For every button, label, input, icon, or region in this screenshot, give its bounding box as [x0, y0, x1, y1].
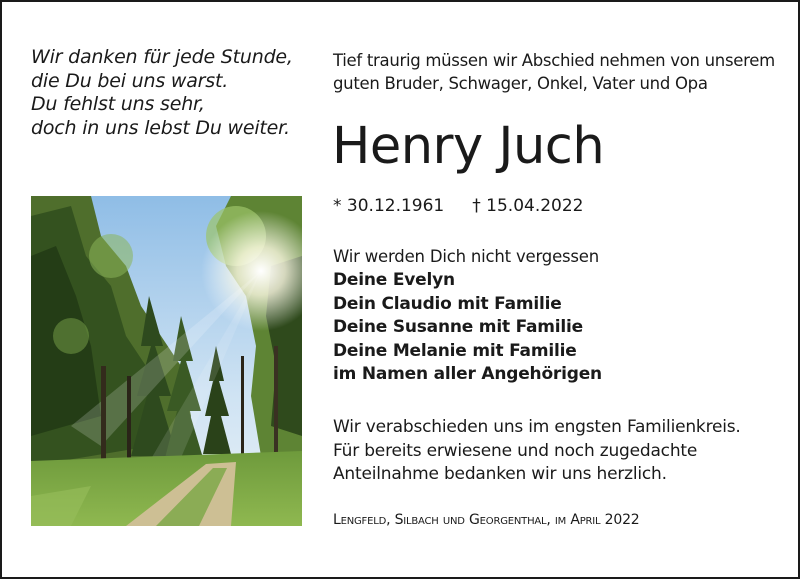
poem-line: Wir danken für jede Stunde,	[31, 46, 293, 68]
intro-text	[333, 49, 775, 95]
remembrance-line: Wir werden Dich nicht vergessen	[333, 247, 600, 266]
mourner: im Namen aller Angehörigen	[333, 364, 602, 384]
place-and-date: Lengfeld, Silbach und Georgenthal, im April 2022	[333, 512, 640, 528]
closing-line: Wir verabschieden uns im engsten Familienkreis.	[333, 417, 741, 437]
poem-line: die Du bei uns warst.	[31, 69, 229, 92]
mourner: Deine Susanne mit Familie	[333, 317, 584, 337]
life-dates	[333, 194, 584, 218]
closing-line: Für bereits erwiesene und noch zugedachte	[333, 440, 698, 461]
intro-line: Tief traurig müssen wir Abschied nehmen von unserem	[333, 51, 775, 70]
death-date: † 15.04.2022	[472, 196, 584, 216]
closing-line: Anteilnahme bedanken wir uns herzlich.	[333, 464, 667, 484]
forest-path-photo	[31, 196, 302, 526]
mourner: Deine Melanie mit Familie	[333, 340, 577, 361]
poem-line: Du fehlst uns sehr,	[31, 93, 205, 115]
closing-text	[333, 416, 741, 487]
mourner: Dein Claudio mit Familie	[333, 293, 562, 314]
birth-date: * 30.12.1961	[333, 196, 445, 216]
deceased-name: Henry Juch	[332, 117, 605, 176]
poem	[31, 46, 293, 140]
intro-line: guten Bruder, Schwager, Onkel, Vater und Opa	[333, 74, 708, 93]
mourner: Deine Evelyn	[333, 270, 455, 290]
mourners-list	[333, 269, 602, 387]
poem-line: doch in uns lebst Du weiter.	[31, 116, 290, 139]
